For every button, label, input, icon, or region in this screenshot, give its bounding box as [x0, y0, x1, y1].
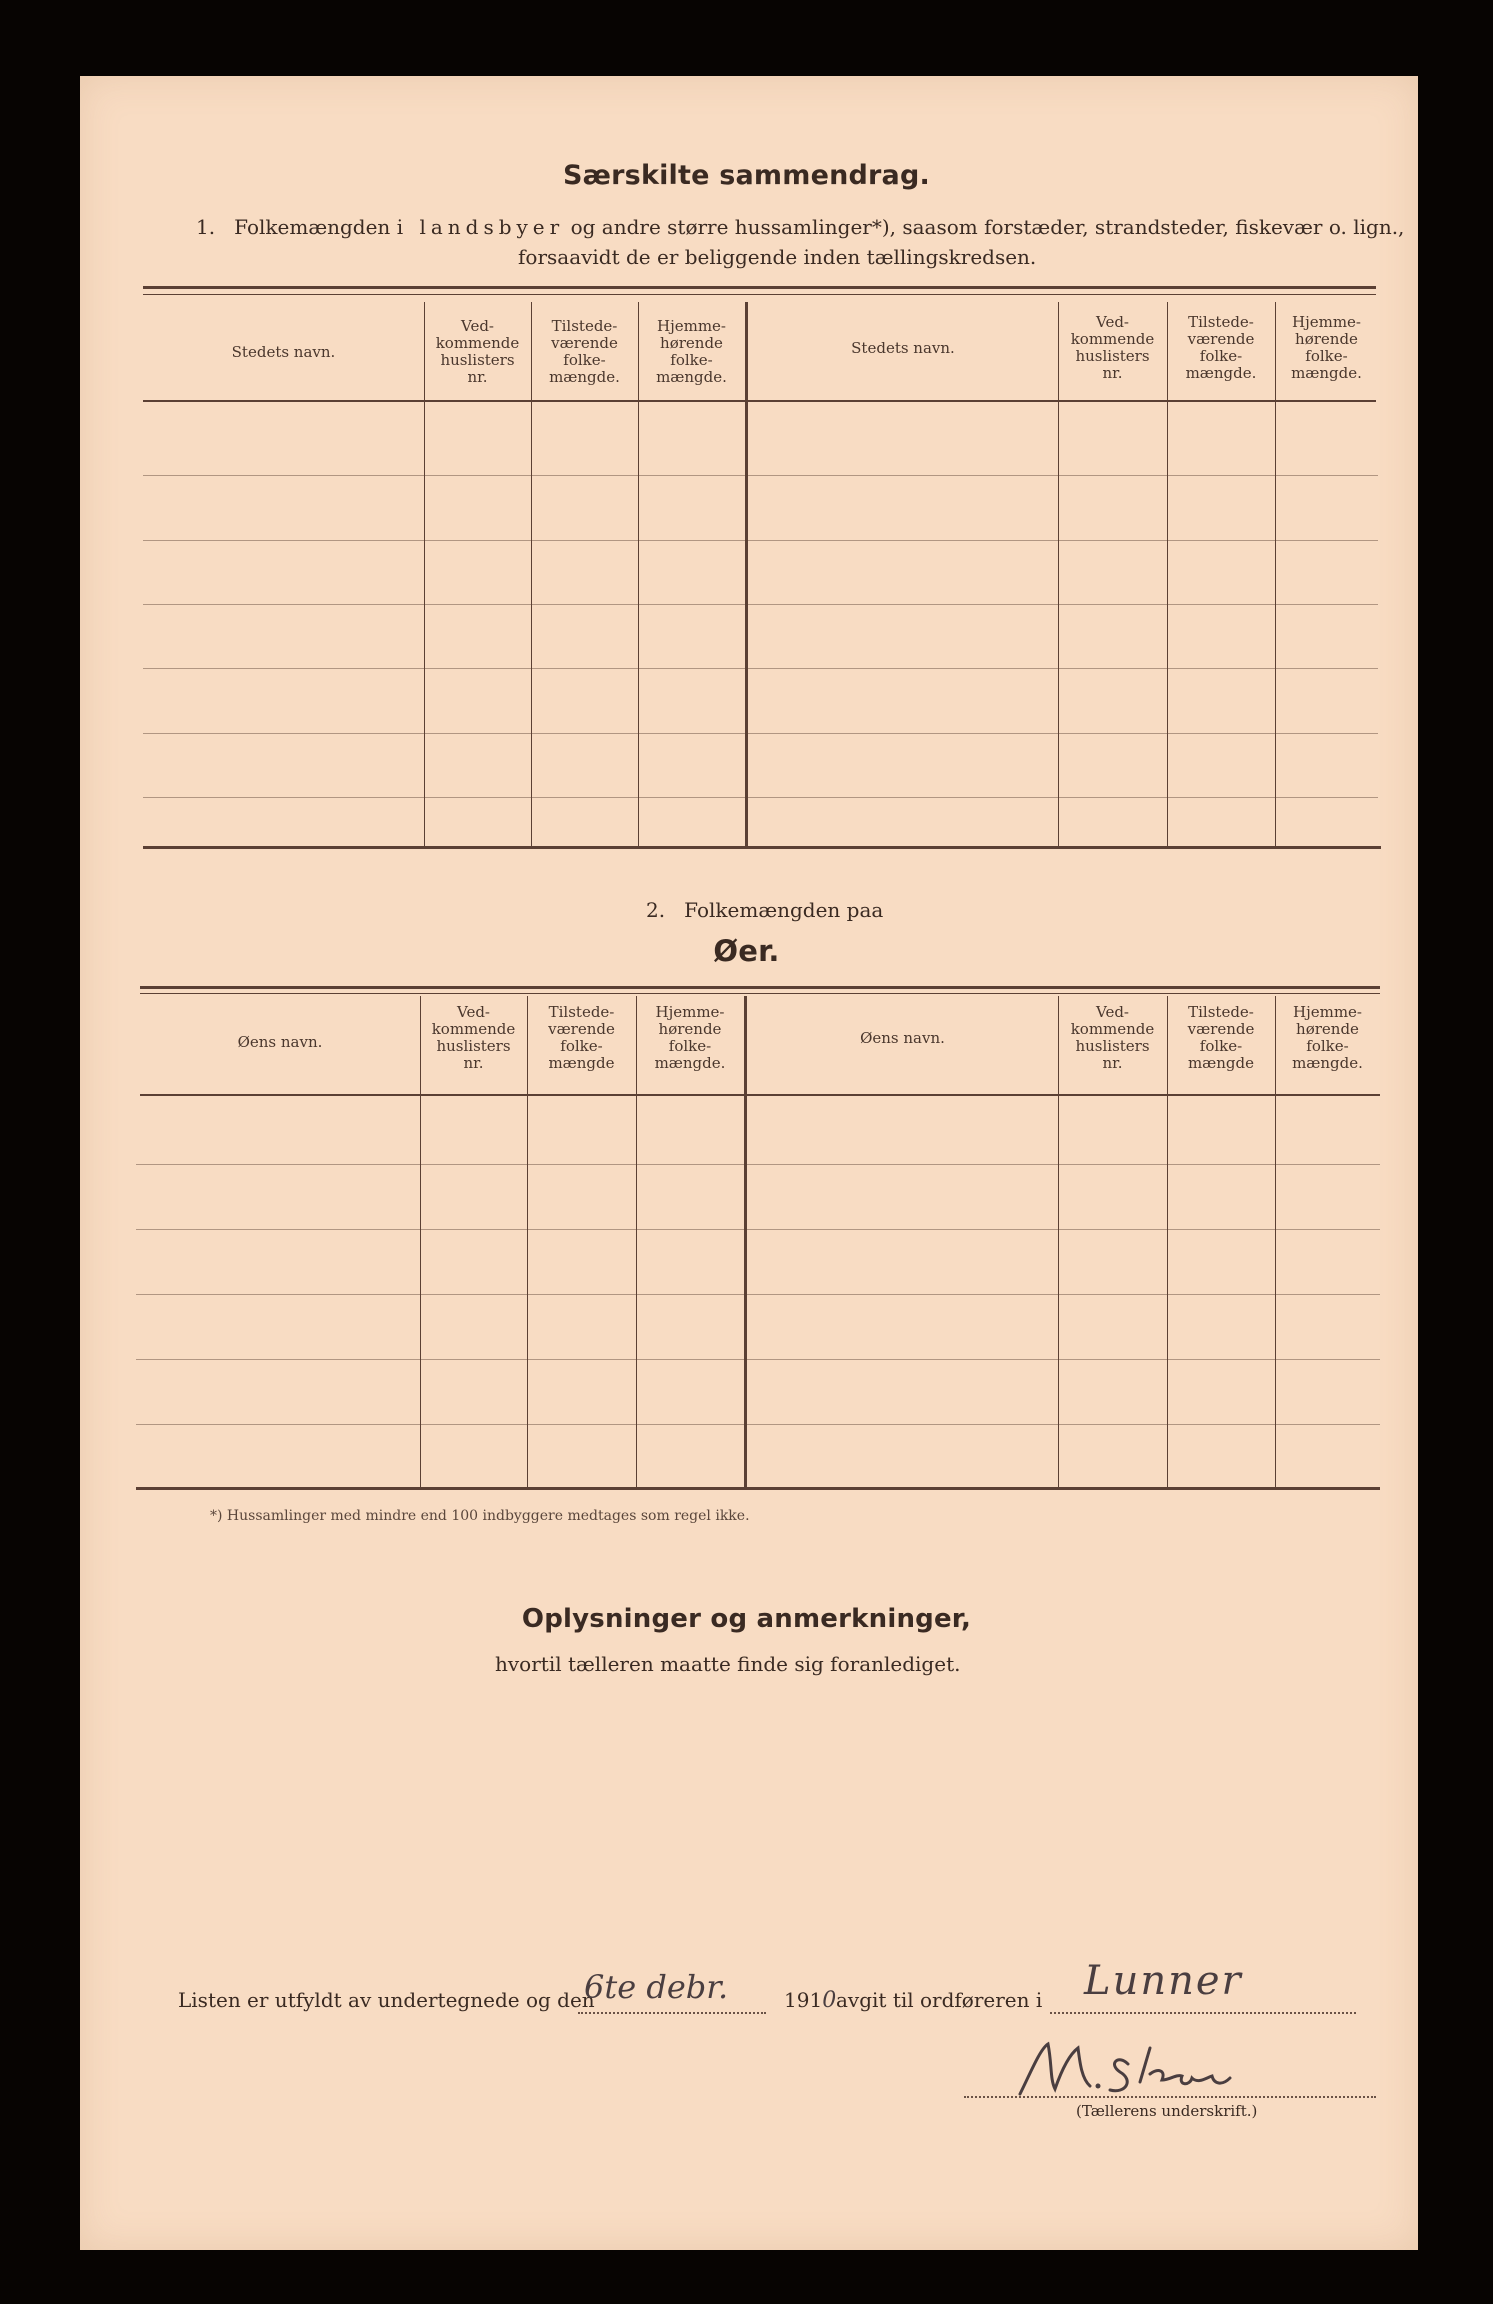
section2-subtitle-text: Folkemængden paa [684, 898, 884, 922]
year-field [784, 1988, 836, 2013]
section1-intro-line2: forsaavidt de er beliggende inden tællingskredsen. [518, 245, 1037, 269]
col-header-tilstedevaerende-oer-right: Tilstede- værende folke- mængde [1187, 1003, 1255, 1072]
place-handwritten: Lunner [1084, 1958, 1243, 2004]
remarks-title: Oplysninger og anmerkninger, [521, 1604, 972, 1634]
signoff-text-1: Listen er utfyldt av undertegnede og den [178, 1988, 595, 2012]
signoff-text-2: avgit til ordføreren i [836, 1988, 1043, 2012]
col-header-stedets-navn-right: Stedets navn. [851, 339, 955, 357]
col-header-hjemmehorende-oer-right: Hjemme- hørende folke- mængde. [1292, 1003, 1363, 1072]
col-header-hjemmehorende-oer: Hjemme- hørende folke- mængde. [654, 1003, 726, 1072]
section2-number: 2. [646, 898, 666, 922]
section1-intro-rest: og andre større hussamlinger*), saasom forstæder, strandsteder, fiskevær o. lign., [570, 215, 1405, 239]
col-header-tilstedevaerende-oer: Tilstede- værende folke- mængde [548, 1003, 615, 1072]
census-form-page [80, 76, 1418, 2250]
section2-subtitle [646, 898, 883, 922]
signature-line [964, 2096, 1376, 2098]
section2-title: Øer. [713, 934, 780, 968]
section1-intro-line1 [196, 215, 1404, 239]
col-header-oens-navn-right: Øens navn. [860, 1029, 945, 1047]
year-handwritten: 0 [822, 1988, 837, 2013]
col-header-huslisters-nr-oer-right: Ved- kommende huslisters nr. [1070, 1003, 1155, 1072]
section1-intro-lead: Folkemængden [234, 215, 391, 239]
col-header-huslisters-nr-right: Ved- kommende huslisters nr. [1070, 313, 1155, 382]
col-header-tilstedevaerende: Tilstede- værende folke- mængde. [549, 317, 620, 386]
place-field-line [1050, 2012, 1356, 2014]
year-printed: 191 [784, 1988, 823, 2012]
col-header-huslisters-nr: Ved- kommende huslisters nr. [435, 317, 520, 386]
section1-intro-spaced: i landsbyer [396, 215, 565, 239]
section1-number: 1. [196, 215, 216, 239]
col-header-oens-navn: Øens navn. [237, 1033, 323, 1051]
col-header-tilstedevaerende-right: Tilstede- værende folke- mængde. [1185, 313, 1257, 382]
remarks-subtitle: hvortil tælleren maatte finde sig foranlediget. [495, 1652, 961, 1676]
col-header-hjemmehorende-right: Hjemme- hørende folke- mængde. [1291, 313, 1362, 382]
col-header-stedets-navn: Stedets navn. [231, 343, 336, 361]
date-handwritten: 6te debr. [584, 1968, 729, 2006]
signature-caption: (Tællerens underskrift.) [1076, 2102, 1258, 2120]
footnote: *) Hussamlinger med mindre end 100 indbyggere medtages som regel ikke. [210, 1508, 750, 1524]
date-field-line [578, 2012, 766, 2014]
col-header-huslisters-nr-oer: Ved- kommende huslisters nr. [431, 1003, 516, 1072]
col-header-hjemmehorende: Hjemme- hørende folke- mængde. [656, 317, 727, 386]
section1-title: Særskilte sammendrag. [563, 160, 930, 191]
